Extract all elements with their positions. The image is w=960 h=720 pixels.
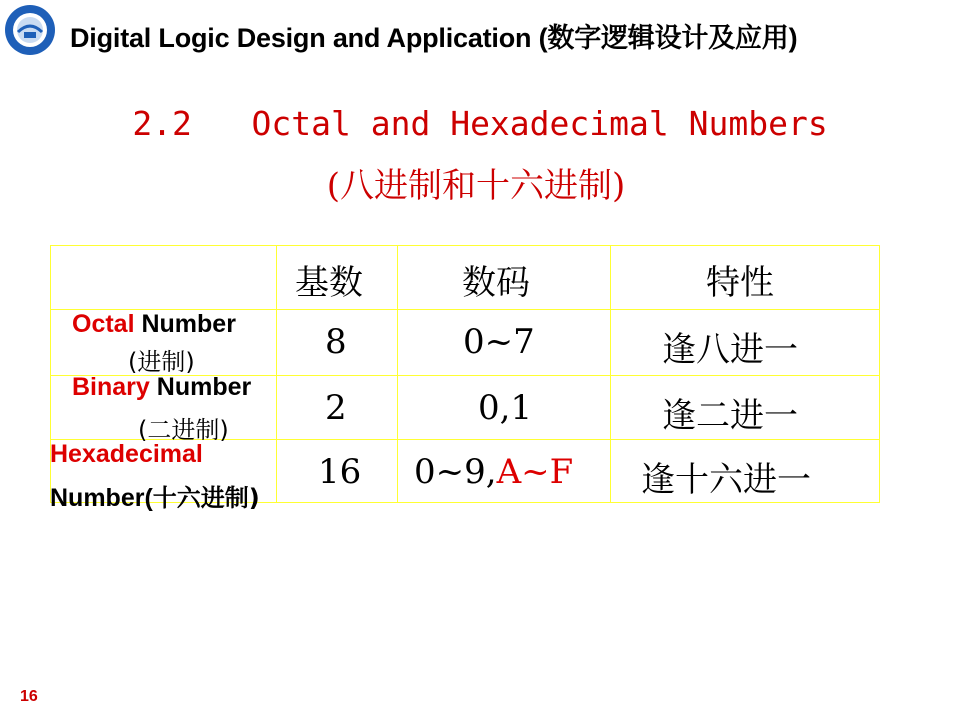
row-label-cn: 十六进制) [152,484,260,512]
cell-digits: 0,1 [478,388,533,428]
row-label-rest: Number [149,373,252,401]
cell-digits: 0~7 [463,322,535,362]
header-property: 特性 [706,263,774,303]
row-label-hexadecimal: Hexadecimal [50,440,203,468]
table-border [879,245,880,503]
row-label-rest: Number( [50,484,153,512]
row-label-octal [72,310,236,339]
row-label-cn: (进制) [128,348,195,376]
header-base: 基数 [295,263,363,303]
header-digits: 数码 [462,263,530,303]
row-label-cn: (二进制) [138,416,229,444]
table-border [610,245,611,503]
row-label-binary [72,373,251,402]
cell-base: 16 [318,452,362,492]
row-label-hex-line2 [50,478,260,513]
slide-title: 2.2 Octal and Hexadecimal Numbers [132,104,828,143]
row-label-colored: Octal [72,310,135,338]
slide-subtitle: (八进制和十六进制) [326,166,626,206]
university-logo [4,4,56,56]
cell-base: 2 [325,388,347,428]
table-border [397,245,398,503]
cell-base: 8 [325,322,347,362]
table-border [276,245,277,503]
cell-digits [414,452,573,492]
cell-digits-black: 0~9, [414,452,497,492]
row-label-colored: Binary [72,373,150,401]
row-label-rest: Number [134,310,236,338]
cell-property: 逢二进一 [662,396,798,436]
page-number: 16 [20,688,38,705]
table-border [50,245,880,246]
cell-digits-red: A~F [496,452,574,492]
cell-property: 逢十六进一 [641,460,811,500]
header-title: Digital Logic Design and Application (数字逻辑设计及应用) [70,23,798,53]
cell-property: 逢八进一 [662,330,798,370]
